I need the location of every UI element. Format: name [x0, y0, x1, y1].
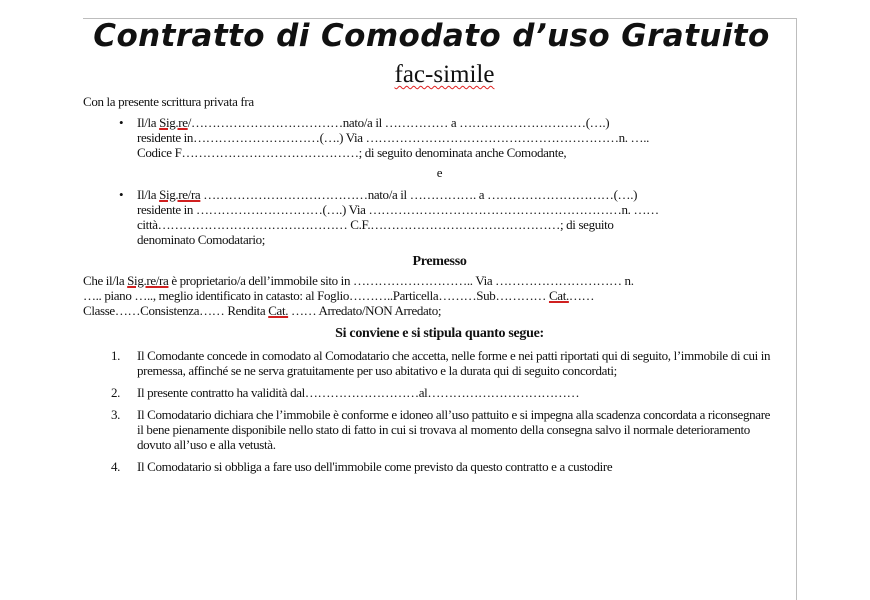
clause-number: 1.: [111, 348, 121, 363]
party-prefix: Il/la: [137, 115, 160, 130]
clause-number: 2.: [111, 385, 121, 400]
sig-abbrev: Sig.re/ra: [127, 273, 169, 288]
premesso-text: ……: [568, 288, 595, 303]
party-line: Codice F……………………………………; di seguito denominata anche Comodante,: [137, 145, 567, 160]
clause-text: Il Comodatario si obbliga a fare uso dell'immobile come previsto da questo contratto e a custodire: [137, 459, 613, 474]
conjunction: e: [436, 165, 443, 180]
bullet-icon: •: [119, 187, 124, 202]
party-comodatario: [83, 187, 796, 247]
premesso-line: [83, 288, 796, 303]
document-body: [83, 18, 796, 481]
clause-number: 3.: [111, 407, 121, 422]
premesso-text: Che il/la: [83, 273, 128, 288]
party-line: città……………………………………… C.F.………………………………………; di seguito: [137, 217, 614, 232]
clause-item: [83, 385, 796, 400]
clause-number: 4.: [111, 459, 121, 474]
sig-abbrev: Sig.re: [159, 115, 188, 130]
clause-item: [83, 348, 796, 378]
bullet-icon: •: [119, 115, 124, 130]
party-line: residente in …………………………(….) Via ……………………………………………………n. ……: [137, 202, 659, 217]
premesso-text: è proprietario/a dell’immobile sito in ……………………….. Via ………………………… n.: [168, 273, 634, 288]
clause-text: Il presente contratto ha validità dal………………………al………………………………: [137, 385, 580, 400]
premesso-paragraph: [83, 273, 796, 318]
party-comodante: [83, 115, 796, 160]
premesso-heading: Premesso: [412, 254, 467, 269]
parties-list: [83, 115, 796, 160]
cat-abbrev: Cat.: [268, 303, 289, 318]
intro-paragraph: Con la presente scrittura privata fra: [83, 94, 254, 109]
cat-abbrev: Cat.: [548, 288, 569, 303]
clause-text: Il Comodatario dichiara che l’immobile è conforme e idoneo all’uso pattuito e si impegna alla scadenza concordata a riconsegnare il bene pienamente disponibile nello stato di fatto in cui si trovava al momento della consegna salvo il normale deterioramento dovuto all’uso e alla vetustà.: [137, 407, 771, 452]
clause-item: [83, 407, 796, 452]
page-border-right: [796, 18, 797, 600]
party-line: [137, 115, 782, 130]
premesso-line: [83, 303, 796, 318]
premesso-text: Classe……Consistenza…… Rendita: [83, 303, 269, 318]
party-line: residente in…………………………(….) Via ……………………………………………………n. …..: [137, 130, 649, 145]
party-prefix: Il/la: [137, 187, 160, 202]
party-line: [137, 187, 782, 202]
party-line-rest: /………………………………nato/a il …………… a …………………………(….): [187, 115, 610, 130]
subtitle-text: fac-simile: [394, 61, 495, 88]
clause-item: [83, 459, 796, 474]
parties-list-2: [83, 187, 796, 247]
party-line: denominato Comodatario;: [137, 232, 266, 247]
premesso-text: ….. piano ….., meglio identificato in catasto: al Foglio………..Particella………Sub…………: [83, 288, 549, 303]
sig-abbrev: Sig.re/ra: [159, 187, 201, 202]
party-line-rest: …………………………………nato/a il ……………. a …………………………(….): [200, 187, 638, 202]
document-title: Contratto di Comodato d’uso Gratuito: [93, 18, 770, 54]
clauses-list: [83, 348, 796, 474]
premesso-line: [83, 273, 796, 288]
document-subtitle: [93, 60, 796, 90]
premesso-text: …… Arredato/NON Arredato;: [288, 303, 442, 318]
convene-heading: Si conviene e si stipula quanto segue:: [335, 326, 544, 341]
clause-text: Il Comodante concede in comodato al Comodatario che accetta, nelle forme e nei patti riportati qui di seguito, l’immobile di cui in premessa, affinché se ne serva gratuitamente per uso abitativo e la durata qui di seguito concordati;: [137, 348, 771, 378]
